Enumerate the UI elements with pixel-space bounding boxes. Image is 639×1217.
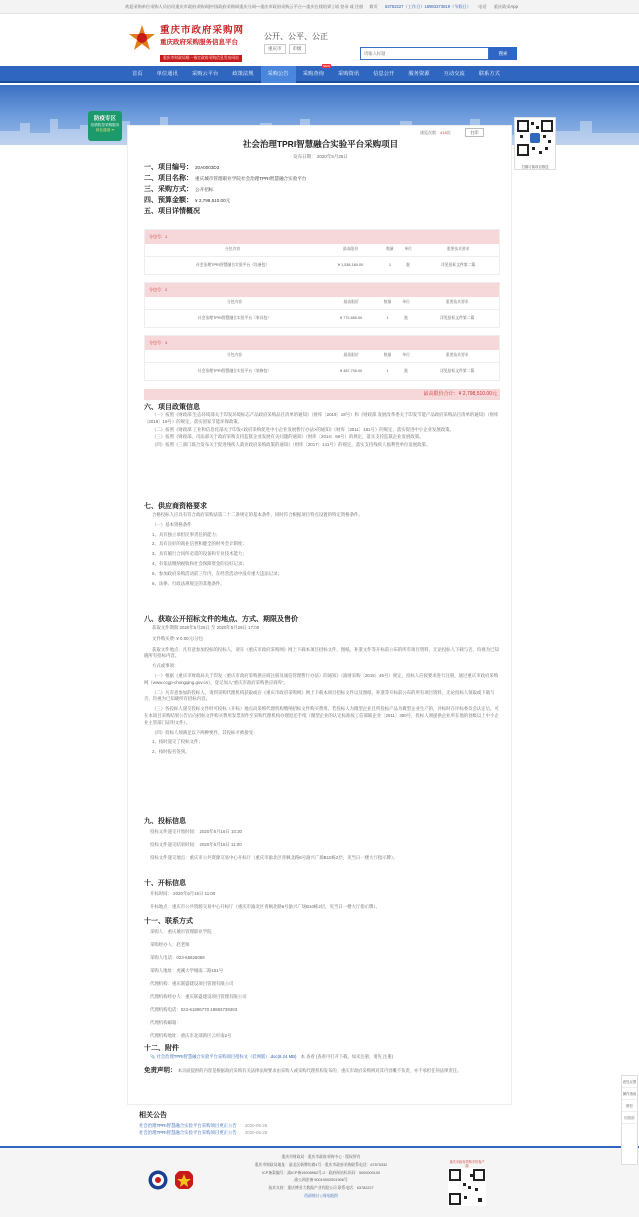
qr-code-icon: [448, 1168, 486, 1206]
project-details-heading: 五、项目详情概况: [144, 208, 200, 215]
new-badge: NEW: [322, 64, 330, 68]
contact-line: 采购经办人：赵老师: [150, 942, 190, 947]
related-item[interactable]: 社会治理TPRI智慧融合实验平台采购项目更正公告 2020-05-25: [139, 1123, 268, 1128]
contact-line: 采购人地址：虎溪大学城南二路151号: [150, 968, 224, 973]
package-label: 分包号：1: [145, 230, 499, 244]
welcome-text: 欢迎采购单位采购人员访问重庆市政府采购网|中国政府采购网重庆分网—重庆市政府采购云平台—重庆在线培训 | 请 登录 或 注册: [125, 3, 364, 9]
contact-line: 代理机构电话：023-61896770 18983739383: [150, 1007, 238, 1012]
logo-icon[interactable]: [128, 24, 156, 54]
project-number: 一、项目编号： 20A0003D3: [144, 164, 220, 171]
gov-emblem-icon[interactable]: [148, 1170, 168, 1190]
package-label: 分包号：3: [145, 336, 499, 350]
disclaimer-label: 免责声明：: [144, 1067, 177, 1074]
disclaimer-text: 本页面提供的内容是根据政府采购有关法律法规要求由采购人或采购代理机构发布的，重庆市政府采购网对其内容概不负责，亦不承担任何法律责任。: [177, 1068, 462, 1073]
city-select[interactable]: 重庆市: [264, 44, 286, 54]
document-heading: 八、获取公开招标文件的地点、方式、期限及售价: [144, 616, 298, 623]
bid-start: 投标文件递交开始时间： 2020年6月16日 10:30: [150, 829, 242, 834]
print-button[interactable]: 打印: [465, 128, 484, 137]
qr-caption: 扫描订阅项目推送: [521, 165, 549, 169]
top-links: [363, 4, 518, 10]
app-qr[interactable]: [448, 1160, 486, 1210]
app-qr-caption: 重庆市政府采购手机客户端: [449, 1160, 485, 1168]
package-2: [144, 282, 500, 328]
nav-item[interactable]: 采购云平台: [191, 71, 219, 77]
logo-text[interactable]: [160, 22, 244, 64]
footer-info: 重庆市财政局 · 重庆市政府采购中心 · 版权所有 重庆市财政局地址：渝北区新牌坊路1号 · 重庆市政府采购联系电话：67575332 ICP备案编号：渝ICP备19008962号-2 · 政府网站标识码：5000000100 渝公网安备 50019002501906号 技术支持：重庆博亚大数据产业有限公司 联系电话：63782227 西部统计 | 网站地图: [196, 1154, 446, 1201]
nav-item[interactable]: 首页: [132, 71, 143, 77]
qualification-heading: 七、供应商资格要求: [144, 503, 207, 510]
related-item[interactable]: 社会治理TPRI智慧融合实验平台采购项目更正公告 2020-05-25: [139, 1129, 268, 1135]
police-badge-icon[interactable]: [174, 1170, 194, 1190]
budget-amount: 四、预算金额： ¥ 2,798,510.00元: [144, 197, 231, 204]
region-select[interactable]: [264, 44, 306, 54]
nav-item[interactable]: 采购资讯: [337, 71, 360, 77]
related-notices: [139, 1110, 499, 1136]
contact-line: 代理机构：重庆联盛建设项目管理有限公司: [150, 981, 234, 986]
epidemic-zone-badge[interactable]: [88, 111, 122, 141]
contact-line: 代理机构经办人：重庆联盛建设项目管理有限公司: [150, 994, 247, 999]
contact-line: 代理机构邮箱：: [150, 1020, 181, 1025]
project-name: 二、项目名称： 重庆城市管理职业学院社会治理TPRI智慧融合实验平台: [144, 175, 307, 182]
badge-link: 绿色通道 ➜: [95, 128, 115, 132]
package-table: 分包内容 最高限价 数量 单位 重要技术要求 社会治理TPRI智慧融合实验平台（家具包） ¥ 772,650.00 1 批 详见招标文件第二篇: [145, 297, 499, 327]
feedback-button[interactable]: 意见反馈: [622, 1076, 637, 1088]
site-title: 重庆市政府采购网: [160, 25, 245, 36]
district-select[interactable]: 市级: [289, 44, 306, 54]
contact-line: 采购人电话：023-65626068: [150, 955, 205, 960]
slogan: 公开、公平、公正: [264, 32, 328, 41]
total-price: 最高限价合计：¥ 2,798,510.00元: [144, 389, 500, 400]
subscribe-qr[interactable]: [514, 117, 556, 170]
top-link[interactable]: 简页: [369, 3, 378, 9]
view-count: 浏览次数：418次: [420, 130, 451, 135]
attachment-hint: 本 查看 (查看可打开下载，如未注册，请先 注册): [300, 1054, 394, 1059]
related-title: 相关公告: [139, 1112, 167, 1119]
opening-location: 开标地点：重庆市公共资源交易中心开标厅（重庆市渝北区青枫北路6号渝兴广场B10栋2层，见当日一楼大厅指示牌）。: [150, 904, 381, 909]
publish-date: 发布日期： 2020年5月25日: [293, 154, 348, 159]
attachment-row: [150, 1054, 393, 1060]
bid-end: 投标文件递交结束时间： 2020年6月16日 11:00: [150, 842, 242, 847]
qr-code-icon: [515, 118, 555, 158]
article-panel: [127, 125, 512, 1105]
wechat-button[interactable]: 微信: [622, 1100, 637, 1112]
opening-time: 开标时间： 2020年6月16日 11:00: [150, 891, 216, 896]
bid-location: 投标文件递交地点：重庆市公共资源交易中心开标厅（重庆市渝北区青枫北路6号渝兴广场B10栋2层，见当日一楼大厅指示牌）。: [150, 855, 398, 860]
site-subtitle: 重庆政府采购服务信息平台: [160, 39, 238, 46]
nav-item[interactable]: 政策法规: [232, 71, 254, 77]
nav-item[interactable]: 互动交流: [443, 71, 465, 77]
doc-icon: 📎: [150, 1054, 156, 1059]
header: [0, 14, 639, 66]
top-bar: [0, 0, 639, 14]
disclaimer: [144, 1067, 500, 1074]
back-to-top-button[interactable]: 回顶部: [622, 1112, 637, 1124]
guide-button[interactable]: 操作指南: [622, 1088, 637, 1100]
policy-heading: 六、项目政策信息: [144, 404, 200, 411]
nav-item[interactable]: 采购公告: [261, 66, 296, 83]
package-table: 分包内容 最高限价 数量 单位 重要技术要求 社会治理TPRI智慧融合实验平台（装修包） ¥ 487,700.00 1 批 详见招标文件第二篇: [145, 350, 499, 380]
nav-item[interactable]: 单位通讯: [156, 71, 178, 77]
package-table: 分包内容 最高限价 数量 单位 重要技术要求 社会治理TPRI智慧融合实验平台（设备包） ¥ 1,538,160.00 1 批 详见招标文件第二篇: [145, 244, 499, 274]
attachment-heading: 十二、附件: [144, 1045, 179, 1052]
procurement-method: 三、采购方式： 公开招标: [144, 186, 214, 193]
hotline: 63782227（工作日）18983373819（节假日）: [384, 3, 471, 9]
contact-line: 代理机构地址：重庆市北部新区云杉南2号: [150, 1033, 232, 1038]
site-tagline: 重庆市财政局唯一指定政府采购信息发布网站: [160, 55, 242, 62]
nav-item[interactable]: 服务资源: [408, 71, 430, 77]
search-input[interactable]: 请输入标题: [360, 47, 489, 60]
main-nav: [0, 66, 639, 83]
contact-heading: 十一、联系方式: [144, 918, 193, 925]
nav-item[interactable]: 采购查询 NEW: [302, 64, 330, 77]
qualification-body: 合格投标人应具有符合政府采购法第二十二条规定的基本条件，同时符合根据项目特点设置的特定资格条件。 （一）基本资格条件 1、具有独立承担民事责任的能力； 2、具有良好的商业信誉和健全的财务会计制度； 3、具有履行合同所必需的设备和专业技术能力； 4、有依法缴纳税收和社会保障资金的良好记录； 5、参加政府采购活动前三年内，在经营活动中没有重大违法记录； 6、法律、行政法规规定的其他条件。: [152, 512, 363, 586]
project-info: [144, 162, 500, 217]
bidding-heading: 九、投标信息: [144, 818, 186, 825]
top-link[interactable]: 电话: [478, 3, 487, 9]
footer-links[interactable]: 西部统计 | 网站地图: [304, 1193, 338, 1198]
badge-title: 防疫专区: [93, 116, 116, 122]
page-title: 社会治理TPRI智慧融合实验平台采购项目: [242, 139, 399, 149]
document-body: 获取文件期限:2020年5月25日 至 2020年5月29日 17:00 文件购买费: ¥ 0.00元/分包 获取文件地点：凡有意参加投标的投标人，请在《重庆市政府采购网》网上下载本项目招标文件、图纸、补遗文件等开标前公布的所有项目资料，无论投标人下载与否，均视为已知晓所有招标内容。 方式或事项： （一）根据《重庆市财政局关于印发〈重庆市政府采购供应商注册及诚信管理暂行办法〉的通知》（渝财采购〔2015〕45号）规定，投标人应按要求进行注册，通过重庆市政府采购网（www.ccgp-chongqing.gov.cn），登记加入“重庆市政府采购供应商库”。 （二）凡有意参加的投标人，请到采购代理机构获取或在《重庆市政府采购网》网上下载本项目招标文件以及图纸、补遗等开标前公布的所有项目资料，无论投标人领取或下载与否，均视为已知晓所有招标内容。 （三）各投标人递交投标文件时可投标（开标）地点向采购代理机构缴纳招标文件购买费用。若投标人为微型企业且所投标产品为微型企业生产的，评标时在评标委员会认定后，可在本项目采购结果公告后向招标文件购买费用发票原件至采购代理机构办理退还手续（微型企业的认定标准按工信部联企业〔2011〕300号，投标人须提供企业所在地的县级以上中小企业主管部门证明文件）。 （四）投标人须满足以下两种要件，其投标才被接受： 1、按时递交了投标文件； 2、按时报名签到。: [144, 625, 499, 755]
badge-subtitle: 疫情防控采购服务: [90, 123, 120, 127]
opening-heading: 十、开标信息: [144, 880, 186, 887]
app-link[interactable]: 重庆政采App: [493, 3, 518, 9]
nav-item[interactable]: 联系方式: [478, 71, 500, 77]
footer: [0, 1146, 639, 1217]
package-1: [144, 229, 500, 275]
contact-line: 采购人：重庆城市管理职业学院: [150, 929, 212, 934]
package-label: 分包号：2: [145, 283, 499, 297]
attachment-link[interactable]: 社会治理TPRI智慧融合实验平台采购项目招标文（挂网版）.doc(8.24 MB): [156, 1054, 297, 1059]
side-toolbar: [621, 1075, 638, 1165]
search-button[interactable]: 搜索: [489, 47, 517, 60]
policy-body: （一）按照《财政部 生态环境部关于印发环境标志产品政府采购品目清单的通知》（财库〔2019〕18号）和《财政部 发展改革委关于印发节能产品政府采购品目清单的通知》（财库〔2019〕19号）的规定，落实国家节能环保政策。 （二）按照《财政部 工业和信息化部关于印发<政府采购促进中小企业发展暂行办法>的通知》（财库〔2011〕181号）的规定，落实促进中小企业发展政策。 （三）按照《财政部、司法部关于政府采购支持监狱企业发展有关问题的通知》（财库〔2014〕68号）的规定，落实支持监狱企业发展政策。 （四）按照《三部门联合发布关于促进残疾人就业政府采购政策的通知》（财库〔2017〕141号）的规定，落实支持残疾人福利性单位发展政策。: [144, 412, 499, 448]
nav-item[interactable]: 信息公开: [373, 71, 395, 77]
package-3: [144, 335, 500, 381]
